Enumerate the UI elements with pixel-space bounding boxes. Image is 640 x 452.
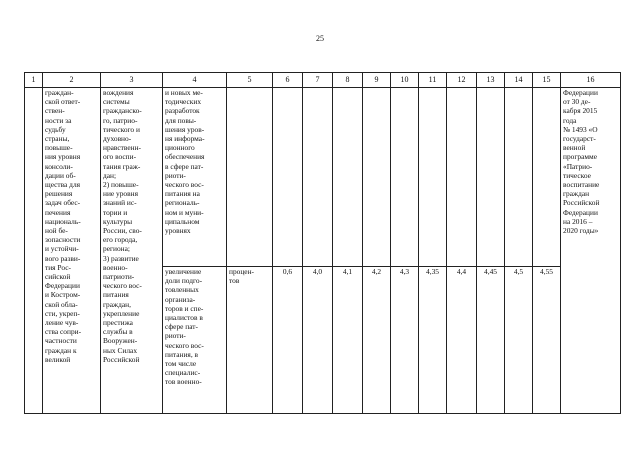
header-cell: 15 [533, 73, 561, 88]
header-cell: 10 [391, 73, 419, 88]
cell-value [391, 88, 419, 267]
cell-unit: процен- тов [227, 267, 273, 414]
header-cell: 16 [561, 73, 621, 88]
header-cell: 4 [163, 73, 227, 88]
header-row [25, 73, 621, 88]
cell-value [333, 88, 363, 267]
cell-goal: граждан- ской ответ- ствен- ности за судьбу страны, повыше- ния уровня консоли- дации об- щества для решения задач обес- печения националь- ной бе- зопасности и устойчи- вого разви- тия Рос- сийской Федерации и Костром- ской обла- сти, укреп- ление чув- ства сопри- частности граждан к великой [43, 88, 101, 414]
cell-value: 4,0 [303, 267, 333, 414]
header-cell: 12 [447, 73, 477, 88]
header-cell: 14 [505, 73, 533, 88]
cell-unit [227, 88, 273, 267]
cell-value [273, 88, 303, 267]
header-cell: 7 [303, 73, 333, 88]
header-cell: 9 [363, 73, 391, 88]
cell-tasks: вождения системы гражданско- го, патрио- тического и духовно- нравственн- ого воспи- тания граж- дан; 2) повыше- ние уровня знаний ис- тории и культуры России, сво- его города, региона; 3) развитие военно- патриоти- ческого вос- питания граждан, укрепление престижа службы в Вооружен- ных Силах Российской [101, 88, 163, 414]
page-number: 25 [316, 34, 324, 43]
cell-value: 4,35 [419, 267, 447, 414]
program-table [24, 72, 621, 414]
cell-value: 4,4 [447, 267, 477, 414]
cell-value: 4,3 [391, 267, 419, 414]
cell-value: 4,45 [477, 267, 505, 414]
header-cell: 1 [25, 73, 43, 88]
cell-value [363, 88, 391, 267]
header-cell: 13 [477, 73, 505, 88]
header-cell: 3 [101, 73, 163, 88]
cell-value: 4,5 [505, 267, 533, 414]
cell-indicator: и новых ме- тодических разработок для повы- шения уров- ня информа- ционного обеспечения в сфере пат- риоти- ческого вос- питания на региональ- ном и муни- ципальном уровнях [163, 88, 227, 267]
cell-source: Федерации от 30 де- кабря 2015 года № 1493 «О государст- венной программе «Патрио- тическое воспитание граждан Российской Федерации на 2016 – 2020 годы» [561, 88, 621, 414]
cell-index [25, 88, 43, 414]
cell-value [505, 88, 533, 267]
header-cell: 2 [43, 73, 101, 88]
cell-value [303, 88, 333, 267]
cell-value [447, 88, 477, 267]
table-row [25, 88, 621, 267]
cell-value: 4,55 [533, 267, 561, 414]
cell-value: 0,6 [273, 267, 303, 414]
cell-value [477, 88, 505, 267]
header-cell: 6 [273, 73, 303, 88]
header-cell: 8 [333, 73, 363, 88]
header-cell: 11 [419, 73, 447, 88]
cell-value: 4,1 [333, 267, 363, 414]
cell-value [419, 88, 447, 267]
cell-value: 4,2 [363, 267, 391, 414]
cell-indicator: увеличение доли подго- товленных организа- торов и спе- циалистов в сфере пат- риоти- ческого вос- питания, в том числе специалис- тов военно- [163, 267, 227, 414]
header-cell: 5 [227, 73, 273, 88]
cell-value [533, 88, 561, 267]
